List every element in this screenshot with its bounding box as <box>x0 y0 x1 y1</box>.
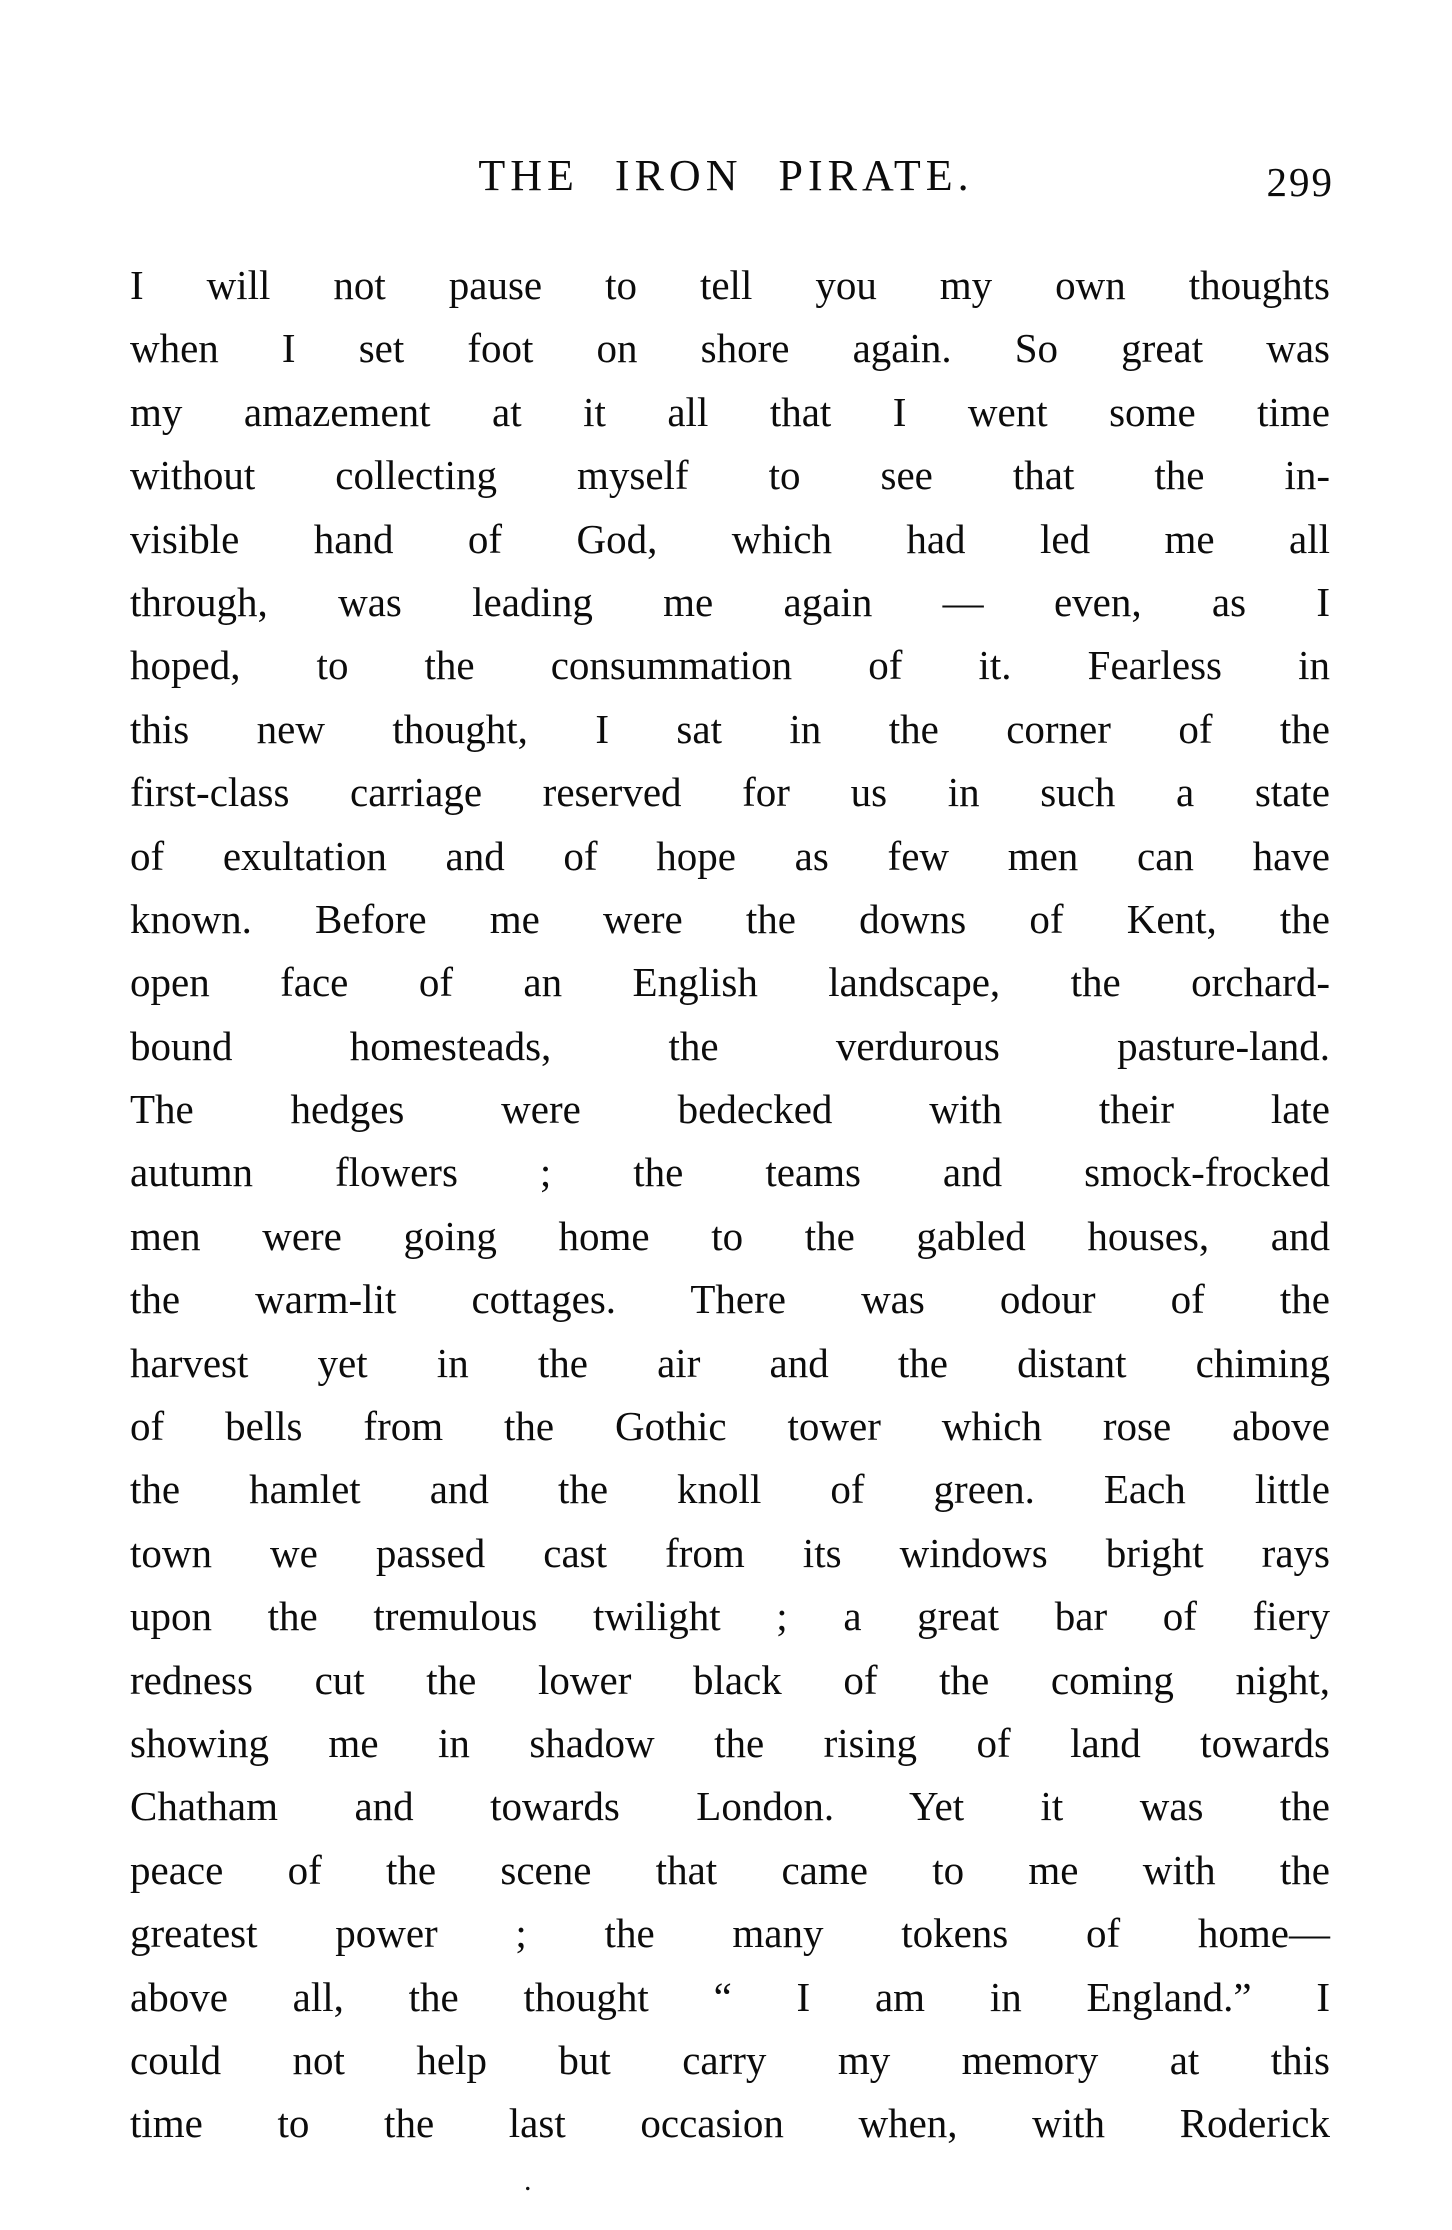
text-line: above all, the thought “ I am in England.” I <box>130 1973 1330 2020</box>
text-line: Chatham and towards London. Yet it was the <box>130 1783 1330 1830</box>
text-line: men were going home to the gabled houses, and <box>130 1212 1330 1259</box>
text-line: town we passed cast from its windows bright rays <box>130 1529 1330 1576</box>
text-line: time to the last occasion when, with Roderick <box>130 2100 1330 2147</box>
text-line: first-class carriage reserved for us in such a state <box>130 769 1330 816</box>
body-text <box>130 254 1330 2156</box>
text-line: when I set foot on shore again. So great was <box>130 325 1330 372</box>
text-line: hoped, to the consummation of it. Fearless in <box>130 642 1330 689</box>
text-line: redness cut the lower black of the coming night, <box>130 1656 1330 1703</box>
text-line: harvest yet in the air and the distant chiming <box>130 1339 1330 1386</box>
text-line: visible hand of God, which had led me all <box>130 515 1330 562</box>
running-head-title: THE IRON PIRATE. <box>478 151 974 200</box>
text-line: my amazement at it all that I went some time <box>130 388 1330 435</box>
text-line: of exultation and of hope as few men can have <box>130 832 1330 879</box>
text-line: known. Before me were the downs of Kent, the <box>130 895 1330 942</box>
text-line: The hedges were bedecked with their late <box>130 1086 1330 1133</box>
text-line: bound homesteads, the verdurous pasture-land. <box>130 1022 1330 1069</box>
text-line: the hamlet and the knoll of green. Each little <box>130 1466 1330 1513</box>
text-line: I will not pause to tell you my own thoughts <box>130 262 1330 308</box>
text-line: the warm-lit cottages. There was odour of the <box>130 1276 1330 1323</box>
text-line: this new thought, I sat in the corner of the <box>130 705 1330 752</box>
text-line: could not help but carry my memory at this <box>130 2036 1330 2083</box>
text-line: peace of the scene that came to me with the <box>130 1846 1330 1893</box>
text-line: through, was leading me again — even, as I <box>130 578 1330 625</box>
text-line: showing me in shadow the rising of land towards <box>130 1719 1330 1766</box>
page-number: 299 <box>1266 159 1334 205</box>
text-line: of bells from the Gothic tower which rose above <box>130 1403 1330 1450</box>
text-line: autumn flowers ; the teams and smock-frocked <box>130 1149 1330 1196</box>
text-line: upon the tremulous twilight ; a great bar of fiery <box>130 1593 1330 1640</box>
scan-artifact-dot: . <box>524 2164 532 2197</box>
text-line: greatest power ; the many tokens of home— <box>130 1910 1330 1957</box>
text-line: without collecting myself to see that the in- <box>130 452 1330 499</box>
text-line: open face of an English landscape, the orchard- <box>130 959 1330 1006</box>
